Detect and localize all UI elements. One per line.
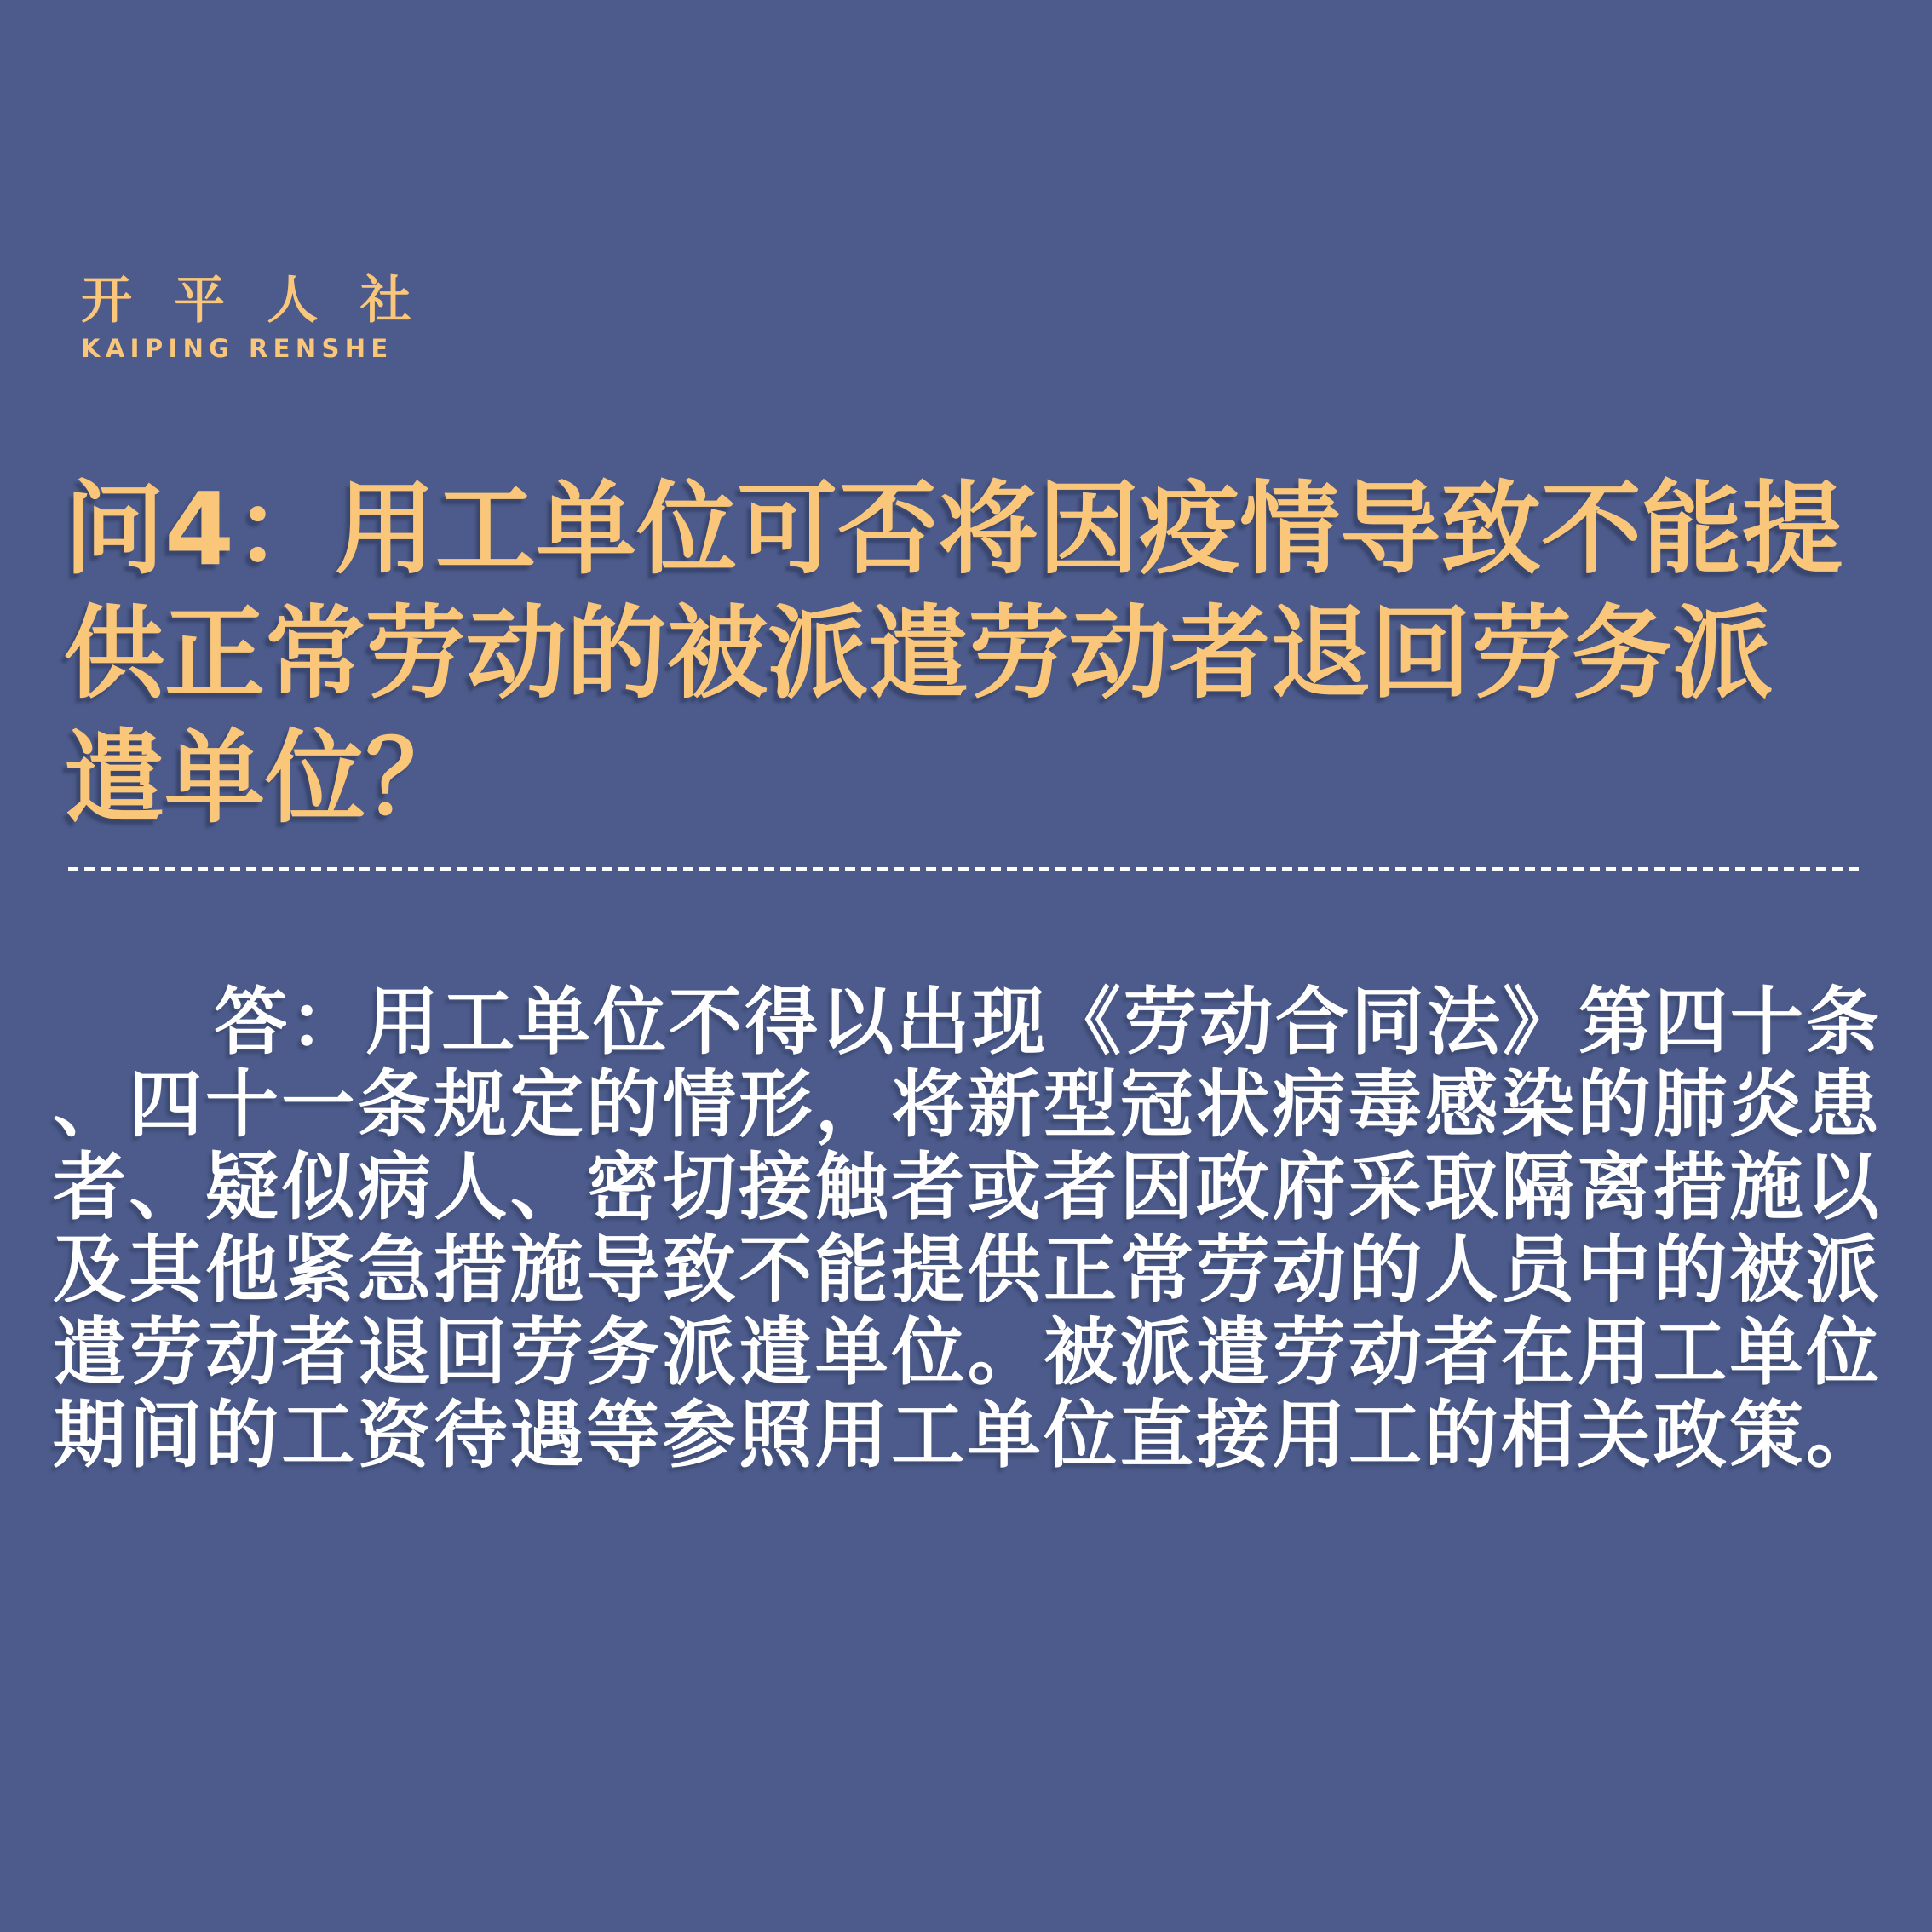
answer-line-1: 答：用工单位不得以出现《劳动合同法》第四十条: [214, 980, 1879, 1065]
answer-line-5: 遣劳动者退回劳务派遣单位。被派遣劳动者在用工单位: [53, 1310, 1879, 1395]
answer-line-4: 及其他紧急措施导致不能提供正常劳动的人员中的被派: [53, 1228, 1879, 1313]
question-title-line-2: 供正常劳动的被派遣劳动者退回劳务派: [64, 595, 1774, 712]
logo: [81, 273, 453, 363]
question-title: [64, 467, 1887, 840]
answer-line-3: 者、疑似病人、密切接触者或者因政府采取隔离措施以: [53, 1145, 1879, 1230]
answer-line-6: 期间的工资待遇等参照用工单位直接用工的相关政策。: [53, 1393, 1879, 1478]
logo-chinese-text: 开平人社: [81, 271, 453, 331]
logo-latin-text: KAIPING RENSHE: [81, 334, 394, 363]
answer-line-2: 、四十一条规定的情形，将新型冠状病毒感染的肺炎患: [53, 1062, 1879, 1147]
question-title-line-3: 遣单位？: [64, 719, 467, 837]
dashed-divider: [68, 867, 1864, 871]
question-title-line-1: 问4：用工单位可否将因疫情导致不能提: [64, 470, 1843, 588]
answer-paragraph: [53, 981, 1879, 1477]
